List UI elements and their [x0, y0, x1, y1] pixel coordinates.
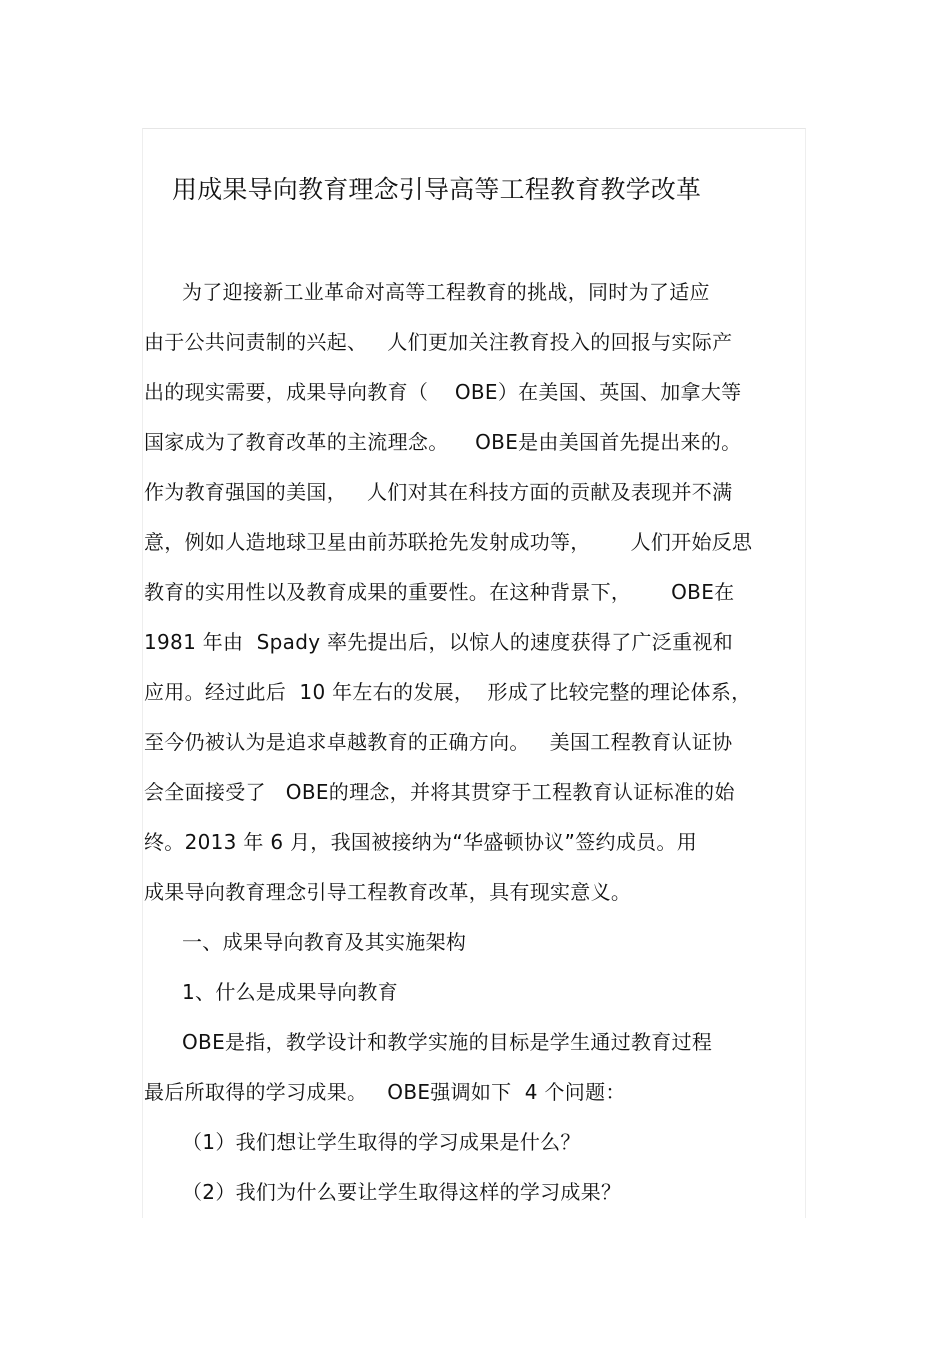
paragraph-line-3: 出的现实需要，成果导向教育（ OBE）在美国、英国、加拿大等: [144, 380, 742, 404]
paragraph-line-15: 最后所取得的学习成果。 OBE强调如下 4 个问题：: [144, 1080, 626, 1104]
paragraph-line-10: 至今仍被认为是追求卓越教育的正确方向。 美国工程教育认证协: [144, 730, 733, 754]
paragraph-line-7: 教育的实用性以及教育成果的重要性。在这种背景下， OBE在: [144, 580, 735, 604]
paragraph-line-11: 会全面接受了 OBE的理念，并将其贯穿于工程教育认证标准的始: [144, 780, 735, 804]
question-item-2: （2）我们为什么要让学生取得这样的学习成果？: [182, 1180, 622, 1204]
paragraph-line-13: 成果导向教育理念引导工程教育改革，具有现实意义。: [144, 880, 632, 904]
paragraph-line-6: 意，例如人造地球卫星由前苏联抢先发射成功等， 人们开始反思: [144, 530, 753, 554]
document-title: 用成果导向教育理念引导高等工程教育教学改革: [172, 175, 702, 204]
section-heading: 一、成果导向教育及其实施架构: [182, 930, 467, 954]
paragraph-line-12: 终。2013 年 6 月，我国被接纳为“华盛顿协议”签约成员。用: [144, 830, 698, 854]
paragraph-line-2: 由于公共问责制的兴起、 人们更加关注教育投入的回报与实际产: [144, 330, 733, 354]
paragraph-line-1: 为了迎接新工业革命对高等工程教育的挑战，同时为了适应: [182, 280, 710, 304]
paragraph-line-8: 1981 年由 Spady 率先提出后，以惊人的速度获得了广泛重视和: [144, 630, 734, 654]
question-item-1: （1）我们想让学生取得的学习成果是什么？: [182, 1130, 581, 1154]
paragraph-line-14: OBE是指，教学设计和教学实施的目标是学生通过教育过程: [182, 1030, 713, 1054]
paragraph-line-4: 国家成为了教育改革的主流理念。 OBE是由美国首先提出来的。: [144, 430, 742, 454]
subsection-heading: 1、什么是成果导向教育: [182, 980, 399, 1004]
paragraph-line-9: 应用。经过此后 10 年左右的发展， 形成了比较完整的理论体系，: [144, 680, 752, 704]
paragraph-line-5: 作为教育强国的美国， 人们对其在科技方面的贡献及表现并不满: [144, 480, 733, 504]
